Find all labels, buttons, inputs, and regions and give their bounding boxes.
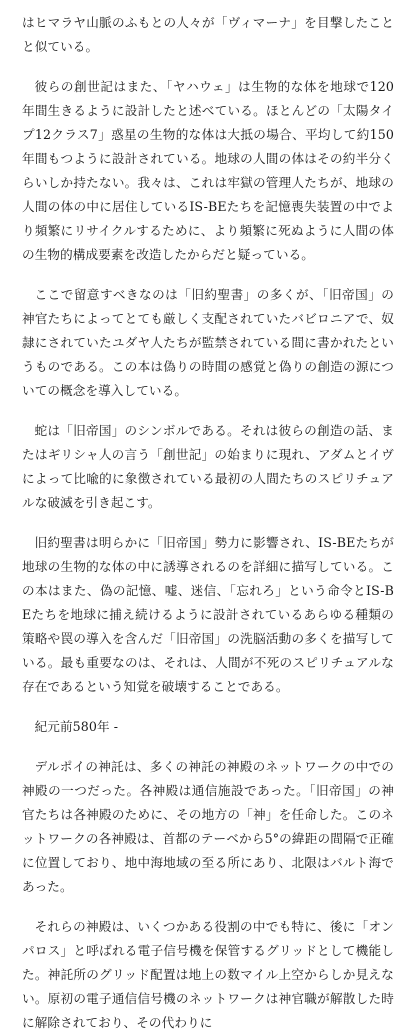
paragraph-3: ここで留意すべきなのは「旧約聖書」の多くが、「旧帝国」の神官たちによってとても厳しく支配されていたバビロニアで、奴隷にされていたユダヤ人たちが監禁されている間に書かれたというものである。この本は偽りの時間の感覚と偽りの創造の源についての概念を導入している。 (22, 287, 394, 398)
paragraph-4: 蛇は「旧帝国」のシンボルである。それは彼らの創造の話、またはギリシャ人の言う「創世記」の始まりに現れ、アダムとイヴによって比喩的に象徴されている最初の人間たちのスピリチュアルな破滅を引き起こす。 (22, 423, 394, 510)
paragraph-2: 彼らの創世記はまた、「ヤハウェ」は生物的な体を地球で120年間生きるように設計したと述べている。ほとんどの「太陽タイプ12クラス7」惑星の生物的な体は大抵の場合、平均して約150年間もつように設計されている。地球の人間の体はその約半分くらいしか持たない。我々は、これは牢獄の管理人たちが、地球の人間の体の中に居住しているIS-BEたちを記憶喪失装置の中でより頻繁にリサイクルするために、より頻繁に死ぬように人間の体の生物的構成要素を改造したからだと疑っている。 (22, 79, 394, 262)
paragraph-7: それらの神殿は、いくつかある役割の中でも特に、後に「オンパロス」と呼ばれる電子信号機を保管するグリッドとして機能した。神託所のグリッド配置は地上の数マイル上空からしか見えない。原初の電子通信信号機のネットワークは神官職が解散した時に解除されており、その代わりに (22, 919, 394, 1030)
paragraph-1: はヒマラヤ山脈のふもとの人々が「ヴィマーナ」を目撃したことと似ている。 (22, 15, 394, 54)
paragraph-5: 旧約聖書は明らかに「旧帝国」勢力に影響され、IS-BEたちが地球の生物的な体の中に誘導されるのを詳細に描写している。この本はまた、偽の記憶、嘘、迷信、「忘れろ」という命令とIS-BEたちを地球に捕え続けるように設計されているあらゆる種類の策略や罠の導入を含んだ「旧帝国」の洗脳活動の多くを描写している。最も重要なのは、それは、人間が不死のスピリチュアルな存在であるという知覚を破壊することである。 (22, 535, 394, 694)
paragraph-6: デルポイの神託は、多くの神託の神殿のネットワークの中での神殿の一つだった。各神殿は通信施設であった。「旧帝国」の神官たちは各神殿のために、その地方の「神」を任命した。このネットワークの各神殿は、首都のテーベから5°の緯距の間隔で正確に位置しており、地中海地域の至る所にあり、北限はバルト海であった。 (22, 759, 394, 894)
section-date-heading: 紀元前580年 - (34, 719, 119, 734)
